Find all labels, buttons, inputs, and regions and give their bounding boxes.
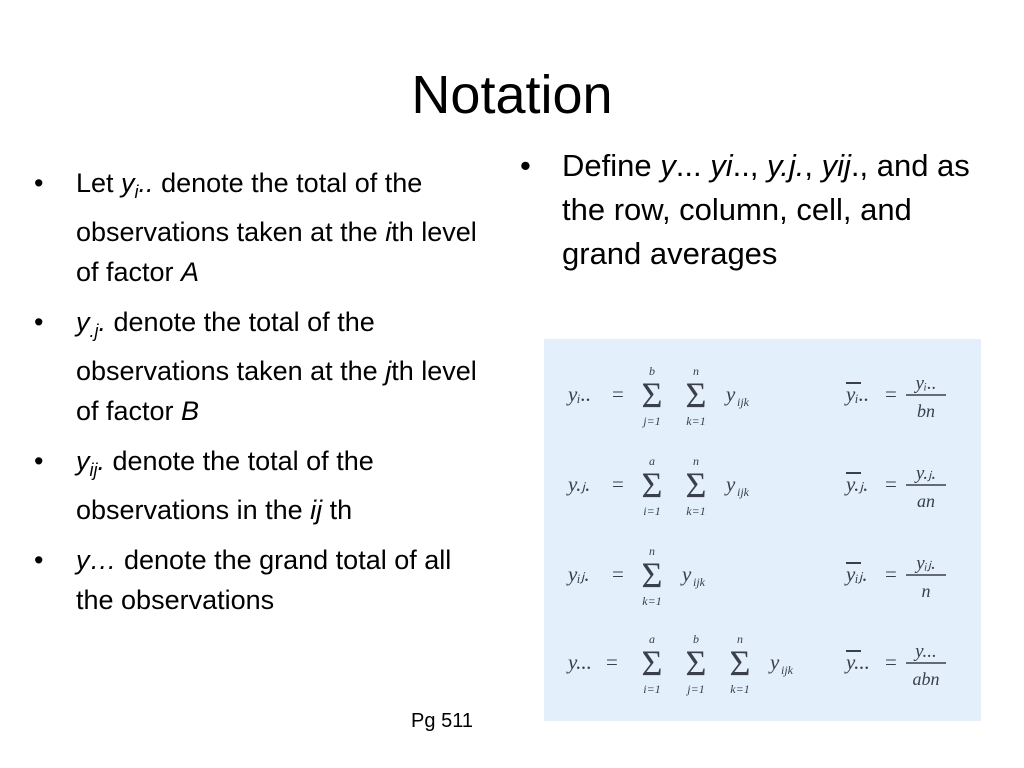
equals-sign: = <box>612 382 624 406</box>
fraction-denominator: abn <box>912 669 940 689</box>
summation-sign: Σ <box>685 643 707 683</box>
separator: , <box>804 148 822 183</box>
symbol-dots: .. <box>138 168 154 198</box>
symbol-subscript: ij <box>89 460 98 480</box>
sum-lower-limit: k=1 <box>642 594 662 608</box>
sum-lower-limit: k=1 <box>686 414 706 428</box>
symbol-yij: yij <box>821 148 851 183</box>
sum-lower-limit: k=1 <box>686 504 706 518</box>
formula-lhs: y.ⱼ. <box>568 472 591 496</box>
bullet-text: th level of factor <box>76 217 477 287</box>
sum-upper-limit: a <box>649 632 655 646</box>
bullet-text: th level of factor <box>76 356 477 426</box>
fraction-denominator: bn <box>917 401 935 421</box>
summand-subscript: ijk <box>737 485 749 499</box>
summation-sign: Σ <box>685 465 707 505</box>
symbol-yi: yi <box>710 148 733 183</box>
symbol-y-dot-j-dot: y.j. <box>767 148 805 183</box>
summation-sign: Σ <box>641 375 663 415</box>
page-number: Pg 511 <box>411 710 473 732</box>
summand-subscript: ijk <box>737 395 749 409</box>
bullet-dot: • <box>34 168 44 198</box>
sum-lower-limit: k=1 <box>730 682 750 696</box>
bullet-define-averages <box>518 144 988 276</box>
symbol-y: y <box>76 446 90 476</box>
symbol-subscript: i <box>134 182 139 202</box>
left-bullet-list <box>34 163 479 630</box>
equals-sign: = <box>612 472 624 496</box>
symbol-dot: . <box>97 446 106 476</box>
average-symbol: y... <box>846 650 870 674</box>
formula-lhs: yᵢ.. <box>568 382 592 406</box>
symbol-y: y <box>121 168 135 198</box>
bullet-text: th <box>322 495 353 525</box>
summand-y: y <box>682 562 692 586</box>
bullet-text: denote the total of the observations taken at the <box>76 307 386 386</box>
equals-sign: = <box>885 472 897 496</box>
bullet-cell-total <box>34 441 479 530</box>
symbol-y: y <box>76 307 90 337</box>
formula-panel <box>544 339 981 721</box>
fraction-denominator: n <box>921 581 931 601</box>
sum-upper-limit: n <box>649 544 655 558</box>
symbol-i: i <box>385 217 392 247</box>
equals-sign: = <box>885 562 897 586</box>
equals-sign: = <box>885 382 897 406</box>
sum-lower-limit: j=1 <box>643 414 661 428</box>
summand-subscript: ijk <box>781 663 793 677</box>
summation-sign: Σ <box>641 555 663 595</box>
symbol-factor-b: B <box>181 396 200 426</box>
equals-sign: = <box>606 650 618 674</box>
sum-lower-limit: i=1 <box>643 682 661 696</box>
bullet-row-total <box>34 163 479 292</box>
fraction-denominator: an <box>917 491 935 511</box>
equals-sign: = <box>885 650 897 674</box>
sum-upper-limit: b <box>649 364 655 378</box>
sum-upper-limit: a <box>649 454 655 468</box>
summand-subscript: ijk <box>693 575 705 589</box>
sum-upper-limit: n <box>693 454 699 468</box>
fraction-numerator: y.ⱼ. <box>915 463 937 484</box>
formula-lhs: yᵢⱼ. <box>568 562 590 586</box>
bullet-text: ., and as the row, column, cell, and grand averages <box>562 148 970 271</box>
formula-figure <box>544 339 981 721</box>
symbol-dots: .. <box>732 148 750 183</box>
bullet-text-lead: Define <box>562 148 661 183</box>
sum-upper-limit: n <box>693 364 699 378</box>
sum-upper-limit: b <box>693 632 699 646</box>
fraction-numerator: yᵢⱼ. <box>916 553 936 574</box>
separator: , <box>749 148 768 183</box>
bullet-dot: • <box>34 545 44 575</box>
bullet-text: denote the total of the observations taken at the <box>76 168 423 247</box>
bullet-dot: • <box>34 446 44 476</box>
sum-lower-limit: i=1 <box>643 504 661 518</box>
average-symbol: yᵢ.. <box>846 382 870 406</box>
bullet-dot: • <box>520 148 531 183</box>
symbol-dot: . <box>98 307 107 337</box>
right-bullet-list <box>518 144 988 286</box>
bullet-dot: • <box>34 307 44 337</box>
symbol-j: j <box>385 356 392 386</box>
bullet-text-lead: Let <box>76 168 122 198</box>
symbol-ij: ij <box>310 495 323 525</box>
symbol-dots: ... <box>675 148 711 183</box>
summand-y: y <box>726 472 736 496</box>
symbol-y-grand: y… <box>76 545 117 575</box>
summation-sign: Σ <box>685 375 707 415</box>
bullet-grand-total <box>34 540 479 620</box>
equals-sign: = <box>612 562 624 586</box>
symbol-factor-a: A <box>181 257 200 287</box>
slide-title: Notation <box>411 65 613 125</box>
symbol-y: y <box>660 148 676 183</box>
bullet-text: denote the grand total of all the observations <box>76 545 452 615</box>
sum-lower-limit: j=1 <box>687 682 705 696</box>
summation-sign: Σ <box>641 465 663 505</box>
bullet-column-total <box>34 302 479 431</box>
fraction-numerator: yᵢ.. <box>915 373 937 394</box>
sum-upper-limit: n <box>737 632 743 646</box>
average-symbol: y.ⱼ. <box>846 472 869 496</box>
summation-sign: Σ <box>641 643 663 683</box>
symbol-subscript: .j <box>89 321 99 341</box>
formula-lhs: y... <box>568 650 592 674</box>
fraction-numerator: y... <box>915 641 937 662</box>
summand-y: y <box>770 650 780 674</box>
bullet-text: denote the total of the observations in the <box>76 446 374 525</box>
average-symbol: yᵢⱼ. <box>846 562 868 586</box>
summand-y: y <box>726 382 736 406</box>
summation-sign: Σ <box>729 643 751 683</box>
